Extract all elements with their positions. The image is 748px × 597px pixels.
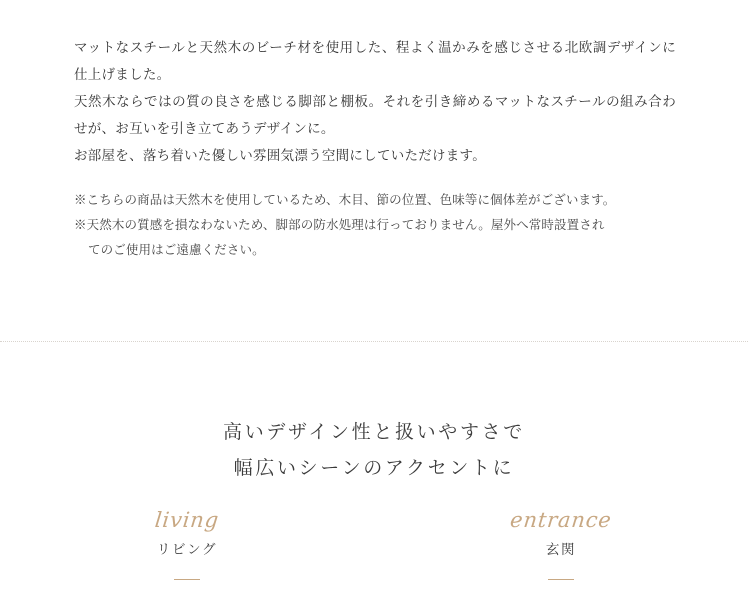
scene-underline — [548, 579, 574, 580]
description-paragraph: お部屋を、落ち着いた優しい雰囲気漂う空間にしていただけます。 — [74, 148, 487, 163]
scene-label: リビング — [156, 542, 218, 557]
section-divider — [0, 341, 748, 343]
scene-script-label: entrance — [509, 508, 613, 532]
description-paragraph: マットなスチールと天然木のビーチ材を使用した、程よく温かみを感じさせる北欧調デザインに仕上げました。 — [74, 40, 676, 82]
headline-line-2: 幅広いシーンのアクセントに — [233, 458, 515, 479]
headline-block — [0, 415, 748, 487]
scene-label: 玄関 — [545, 542, 577, 557]
scene-list — [0, 505, 748, 580]
note-item: ※こちらの商品は天然木を使用しているため、木目、節の位置、色味等に個体差がございます。 — [74, 193, 616, 207]
note-item-continuation: てのご使用はご遠慮ください。 — [88, 243, 265, 257]
note-item: ※天然木の質感を損なわないため、脚部の防水処理は行っておりません。屋外へ常時設置され — [74, 218, 605, 232]
description-block — [74, 34, 676, 169]
headline-line-1: 高いデザイン性と扱いやすさで — [223, 422, 525, 443]
scene-item-living — [0, 505, 374, 580]
scene-underline — [174, 579, 200, 580]
notes-block — [74, 188, 678, 263]
description-paragraph: 天然木ならではの質の良さを感じる脚部と棚板。それを引き締めるマットなスチールの組み合わせが、お互いを引き立てあうデザインに。 — [74, 94, 676, 136]
scene-script-label: living — [153, 508, 221, 532]
scene-item-entrance — [374, 505, 748, 580]
